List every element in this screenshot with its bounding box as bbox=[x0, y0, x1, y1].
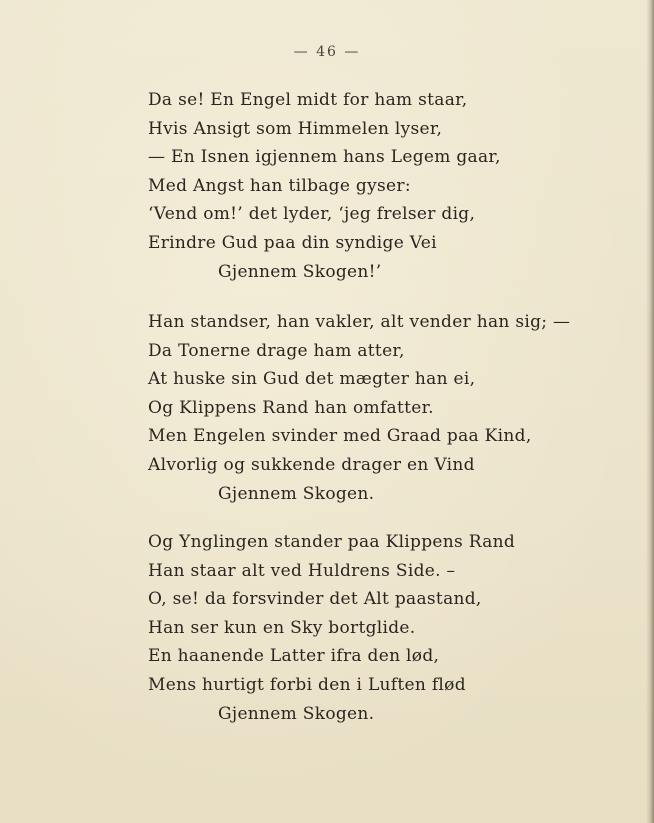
verse-line: Da se! En Engel midt for ham staar, bbox=[148, 90, 468, 110]
verse-line: Erindre Gud paa din syndige Vei bbox=[148, 232, 437, 253]
verse-line: — En Isnen igjennem hans Legem gaar, bbox=[148, 147, 501, 168]
refrain-line: Gjennem Skogen!’ bbox=[218, 261, 382, 282]
stanza-2 bbox=[148, 308, 618, 508]
verse-line: Han ser kun en Sky bortglide. bbox=[148, 617, 416, 638]
verse-line: Og Ynglingen stander paa Klippens Rand bbox=[148, 532, 516, 552]
stanza-3 bbox=[148, 528, 618, 728]
verse-line: Mens hurtigt forbi den i Luften flød bbox=[148, 674, 466, 695]
verse-line: Han staar alt ved Huldrens Side. – bbox=[148, 560, 456, 581]
verse-line: Men Engelen svinder med Graad paa Kind, bbox=[148, 426, 532, 447]
refrain-line: Gjennem Skogen. bbox=[218, 483, 375, 504]
verse-line: Da Tonerne drage ham atter, bbox=[148, 340, 405, 361]
stanza-1 bbox=[148, 86, 618, 286]
verse-line: Og Klippens Rand han omfatter. bbox=[148, 397, 434, 418]
verse-line: En haanende Latter ifra den lød, bbox=[148, 646, 440, 667]
verse-line: Hvis Ansigt som Himmelen lyser, bbox=[148, 118, 443, 139]
verse-line: At huske sin Gud det mægter han ei, bbox=[148, 369, 476, 390]
verse-line: Han standser, han vakler, alt vender han sig; — bbox=[148, 312, 571, 332]
verse-line: ‘Vend om!’ det lyder, ‘jeg frelser dig, bbox=[148, 204, 476, 225]
verse-line: O, se! da forsvinder det Alt paastand, bbox=[148, 589, 482, 610]
refrain-line: Gjennem Skogen. bbox=[218, 703, 375, 724]
verse-line: Alvorlig og sukkende drager en Vind bbox=[148, 454, 475, 475]
page-edge bbox=[646, 0, 654, 823]
verse-line: Med Angst han tilbage gyser: bbox=[148, 175, 411, 196]
page-number: — 46 — bbox=[293, 44, 361, 60]
